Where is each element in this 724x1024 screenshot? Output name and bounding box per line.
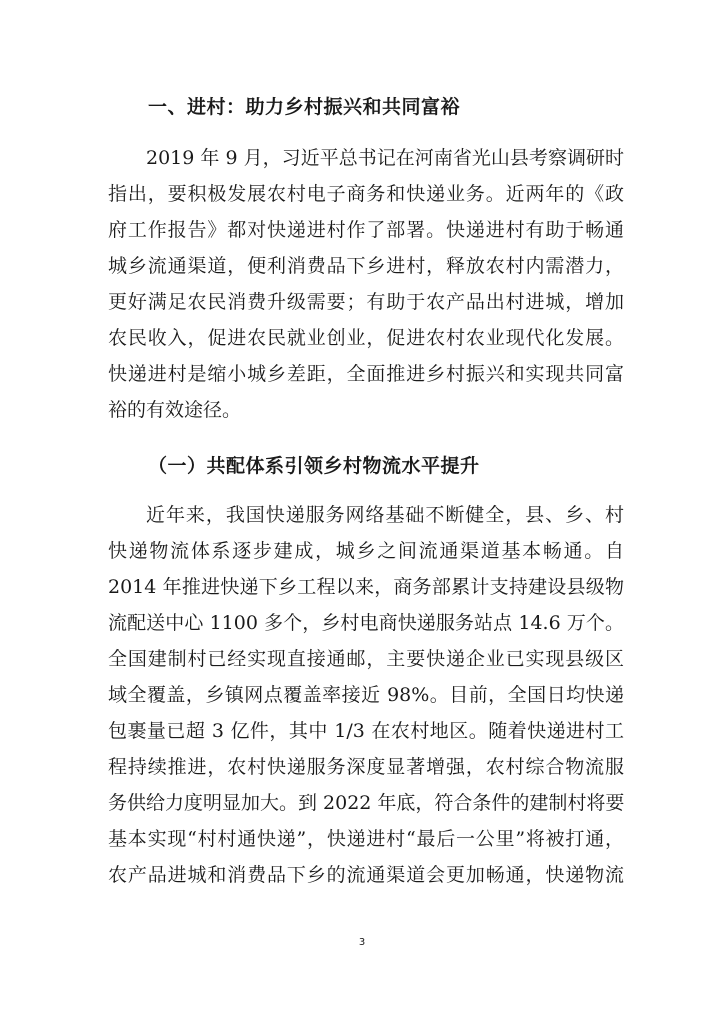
section-heading: 一、进村：助力乡村振兴和共同富裕 xyxy=(148,96,461,118)
paragraph-line: 2019 年 9 月，习近平总书记在河南省光山县考察调研时 xyxy=(146,147,624,169)
paragraph-line: 裕的有效途径。 xyxy=(108,399,242,421)
paragraph-line: 全国建制村已经实现直接通邮，主要快递企业已实现县级区 xyxy=(108,648,624,670)
paragraph-line: 务供给力度明显加大。到 2022 年底，符合条件的建制村将要 xyxy=(108,792,625,814)
paragraph-line: 指出，要积极发展农村电子商务和快递业务。近两年的《政 xyxy=(108,183,624,205)
paragraph-line: 域全覆盖，乡镇网点覆盖率接近 98%。目前，全国日均快递 xyxy=(108,684,624,706)
paragraph-line: 2014 年推进快递下乡工程以来，商务部累计支持建设县级物 xyxy=(108,576,624,598)
paragraph-line: 农民收入，促进农民就业创业，促进农村农业现代化发展。 xyxy=(108,327,624,349)
paragraph-line: 程持续推进，农村快递服务深度显著增强，农村综合物流服 xyxy=(108,756,624,778)
paragraph-logistics-system xyxy=(108,497,624,893)
paragraph-line: 快递物流体系逐步建成，城乡之间流通渠道基本畅通。自 xyxy=(108,540,624,562)
paragraph-line: 基本实现“村村通快递”，快递进村“最后一公里”将被打通， xyxy=(108,828,624,850)
paragraph-line: 更好满足农民消费升级需要；有助于农产品出村进城，增加 xyxy=(108,291,624,313)
paragraph-line: 快递进村是缩小城乡差距，全面推进乡村振兴和实现共同富 xyxy=(108,363,624,385)
paragraph-line: 农产品进城和消费品下乡的流通渠道会更加畅通，快递物流 xyxy=(108,864,624,886)
paragraph-line: 府工作报告》都对快递进村作了部署。快递进村有助于畅通 xyxy=(108,219,624,241)
paragraph-line: 流配送中心 1100 多个，乡村电商快递服务站点 14.6 万个。 xyxy=(108,612,624,634)
page-number: 3 xyxy=(358,937,366,948)
paragraph-line: 城乡流通渠道，便利消费品下乡进村，释放农村内需潜力， xyxy=(108,255,624,277)
paragraph-rural-revitalization xyxy=(108,140,624,428)
paragraph-line: 近年来，我国快递服务网络基础不断健全，县、乡、村 xyxy=(146,504,624,526)
paragraph-line: 包裹量已超 3 亿件，其中 1/3 在农村地区。随着快递进村工 xyxy=(108,720,624,742)
subsection-heading: （一）共配体系引领乡村物流水平提升 xyxy=(148,455,480,477)
